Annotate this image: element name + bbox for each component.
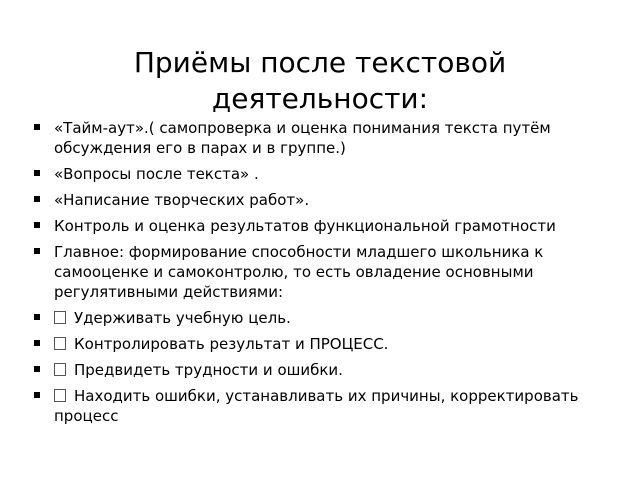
missing-glyph-icon xyxy=(54,363,66,376)
bullet-icon xyxy=(34,314,40,320)
list-item-text: Предвидеть трудности и ошибки. xyxy=(74,361,343,379)
bullet-list xyxy=(33,118,608,432)
bullet-icon xyxy=(34,124,40,130)
list-item-text: Главное: формирование способности младшего школьника к самооценке и самоконтролю, то есть овладение основными регулятивными действиями: xyxy=(54,243,544,301)
list-item xyxy=(33,164,608,184)
missing-glyph-icon xyxy=(54,311,66,324)
bullet-icon xyxy=(34,248,40,254)
bullet-icon xyxy=(34,170,40,176)
list-item-text: «Тайм-аут».( самопроверка и оценка понимания текста путём обсуждения его в парах и в группе.) xyxy=(54,119,551,157)
list-item-text: «Вопросы после текста» . xyxy=(54,165,259,183)
list-item xyxy=(33,242,608,302)
list-item xyxy=(33,216,608,236)
list-item xyxy=(33,386,608,426)
list-item-text: «Написание творческих работ». xyxy=(54,191,310,209)
list-item xyxy=(33,308,608,328)
bullet-icon xyxy=(34,340,40,346)
bullet-icon xyxy=(34,196,40,202)
list-item xyxy=(33,334,608,354)
list-item-text: Контролировать результат и ПРОЦЕСС. xyxy=(74,335,389,353)
list-item xyxy=(33,118,608,158)
slide-title: Приёмы после текстовой деятельности: xyxy=(133,45,507,115)
bullet-icon xyxy=(34,222,40,228)
bullet-icon xyxy=(34,366,40,372)
bullet-icon xyxy=(34,392,40,398)
list-item xyxy=(33,360,608,380)
missing-glyph-icon xyxy=(54,389,66,402)
missing-glyph-icon xyxy=(54,337,66,350)
list-item-text: Находить ошибки, устанавливать их причины, корректировать процесс xyxy=(54,387,579,425)
list-item xyxy=(33,190,608,210)
list-item-text: Удерживать учебную цель. xyxy=(74,309,291,327)
list-item-text: Контроль и оценка результатов функциональной грамотности xyxy=(54,217,556,235)
